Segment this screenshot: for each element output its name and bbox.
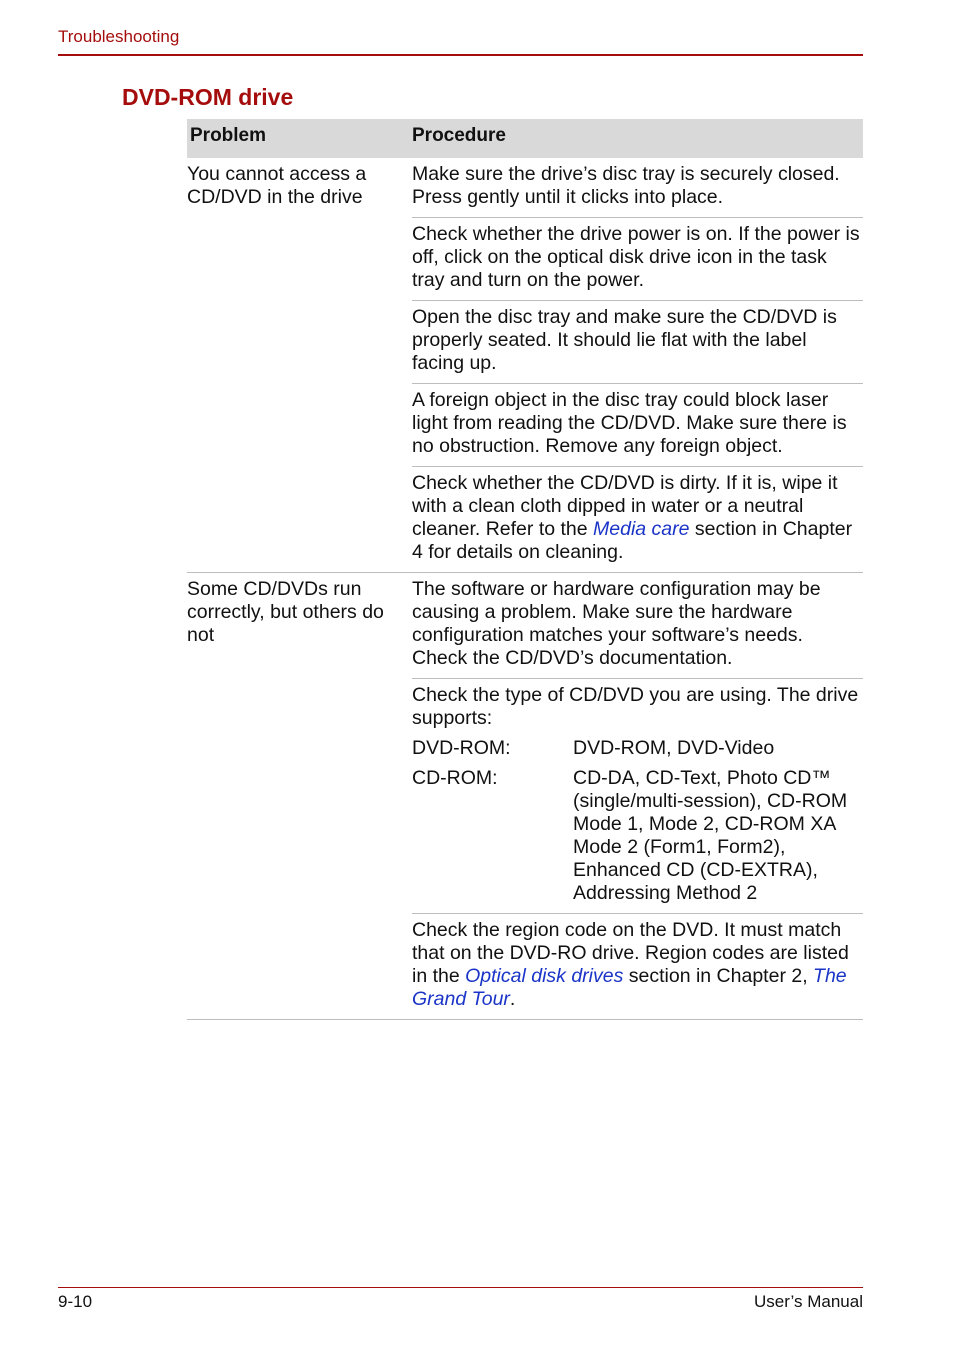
support-row-cd bbox=[412, 767, 863, 905]
manual-name: User’s Manual bbox=[754, 1292, 863, 1311]
table-row bbox=[187, 573, 863, 1020]
footer-rule bbox=[58, 1287, 863, 1288]
page-number: 9-10 bbox=[58, 1292, 93, 1311]
troubleshooting-table bbox=[187, 119, 863, 1020]
procedure-item: A foreign object in the disc tray could block laser light from reading the CD/DVD. Make sure there is no obstruction. Remove any foreign object. bbox=[412, 384, 863, 467]
procedure-item: The software or hardware configuration may be causing a problem. Make sure the hardware configuration matches your software’s needs. Check the CD/DVD’s documentation. bbox=[412, 573, 863, 679]
media-care-link[interactable]: Media care bbox=[593, 518, 690, 540]
support-row-dvd bbox=[412, 737, 863, 760]
procedure-item: Open the disc tray and make sure the CD/DVD is properly seated. It should lie flat with the label facing up. bbox=[412, 301, 863, 384]
procedure-item: Check whether the drive power is on. If the power is off, click on the optical disk drive icon in the task tray and turn on the power. bbox=[412, 218, 863, 301]
support-value: DVD-ROM, DVD-Video bbox=[573, 737, 775, 759]
column-header-problem: Problem bbox=[190, 125, 267, 146]
procedure-text: . bbox=[509, 988, 516, 1010]
section-title: DVD-ROM drive bbox=[122, 84, 294, 110]
column-header-procedure: Procedure bbox=[412, 125, 506, 146]
header-rule bbox=[58, 54, 863, 56]
procedure-item bbox=[412, 679, 863, 914]
procedure-item bbox=[412, 467, 863, 572]
procedure-text: Check whether the CD/DVD is dirty. If it is, wipe it with a clean cloth dipped in water or a neutral cleaner. Refer to the bbox=[412, 472, 838, 540]
procedure-list bbox=[412, 158, 863, 572]
running-header: Troubleshooting bbox=[58, 27, 180, 46]
problem-cell: You cannot access a CD/DVD in the drive bbox=[187, 163, 367, 208]
procedure-text: section in Chapter 4 for details on cleaning. bbox=[412, 518, 853, 563]
support-value: CD-DA, CD-Text, Photo CD™ (single/multi-session), CD-ROM Mode 1, Mode 2, CD-ROM XA Mode 2 (Form1, Form2), Enhanced CD (CD-EXTRA), Addressing Method 2 bbox=[573, 767, 848, 904]
procedure-list bbox=[412, 573, 863, 1019]
procedure-text: Check the type of CD/DVD you are using. The drive supports: bbox=[412, 684, 859, 729]
optical-disk-drives-link[interactable]: Optical disk drives bbox=[465, 965, 624, 987]
procedure-item: Make sure the drive’s disc tray is securely closed. Press gently until it clicks into place. bbox=[412, 158, 863, 218]
procedure-text: Check the region code on the DVD. It must match that on the DVD-RO drive. Region codes are listed in the bbox=[412, 919, 849, 987]
grand-tour-link[interactable]: The Grand Tour bbox=[412, 965, 847, 1010]
table-row bbox=[187, 158, 863, 573]
problem-cell: Some CD/DVDs run correctly, but others do not bbox=[187, 578, 384, 646]
procedure-item bbox=[412, 914, 863, 1019]
support-label: CD-ROM: bbox=[412, 767, 498, 789]
table-header bbox=[187, 119, 863, 158]
support-label: DVD-ROM: bbox=[412, 737, 511, 759]
procedure-text: section in Chapter 2, bbox=[623, 965, 814, 987]
